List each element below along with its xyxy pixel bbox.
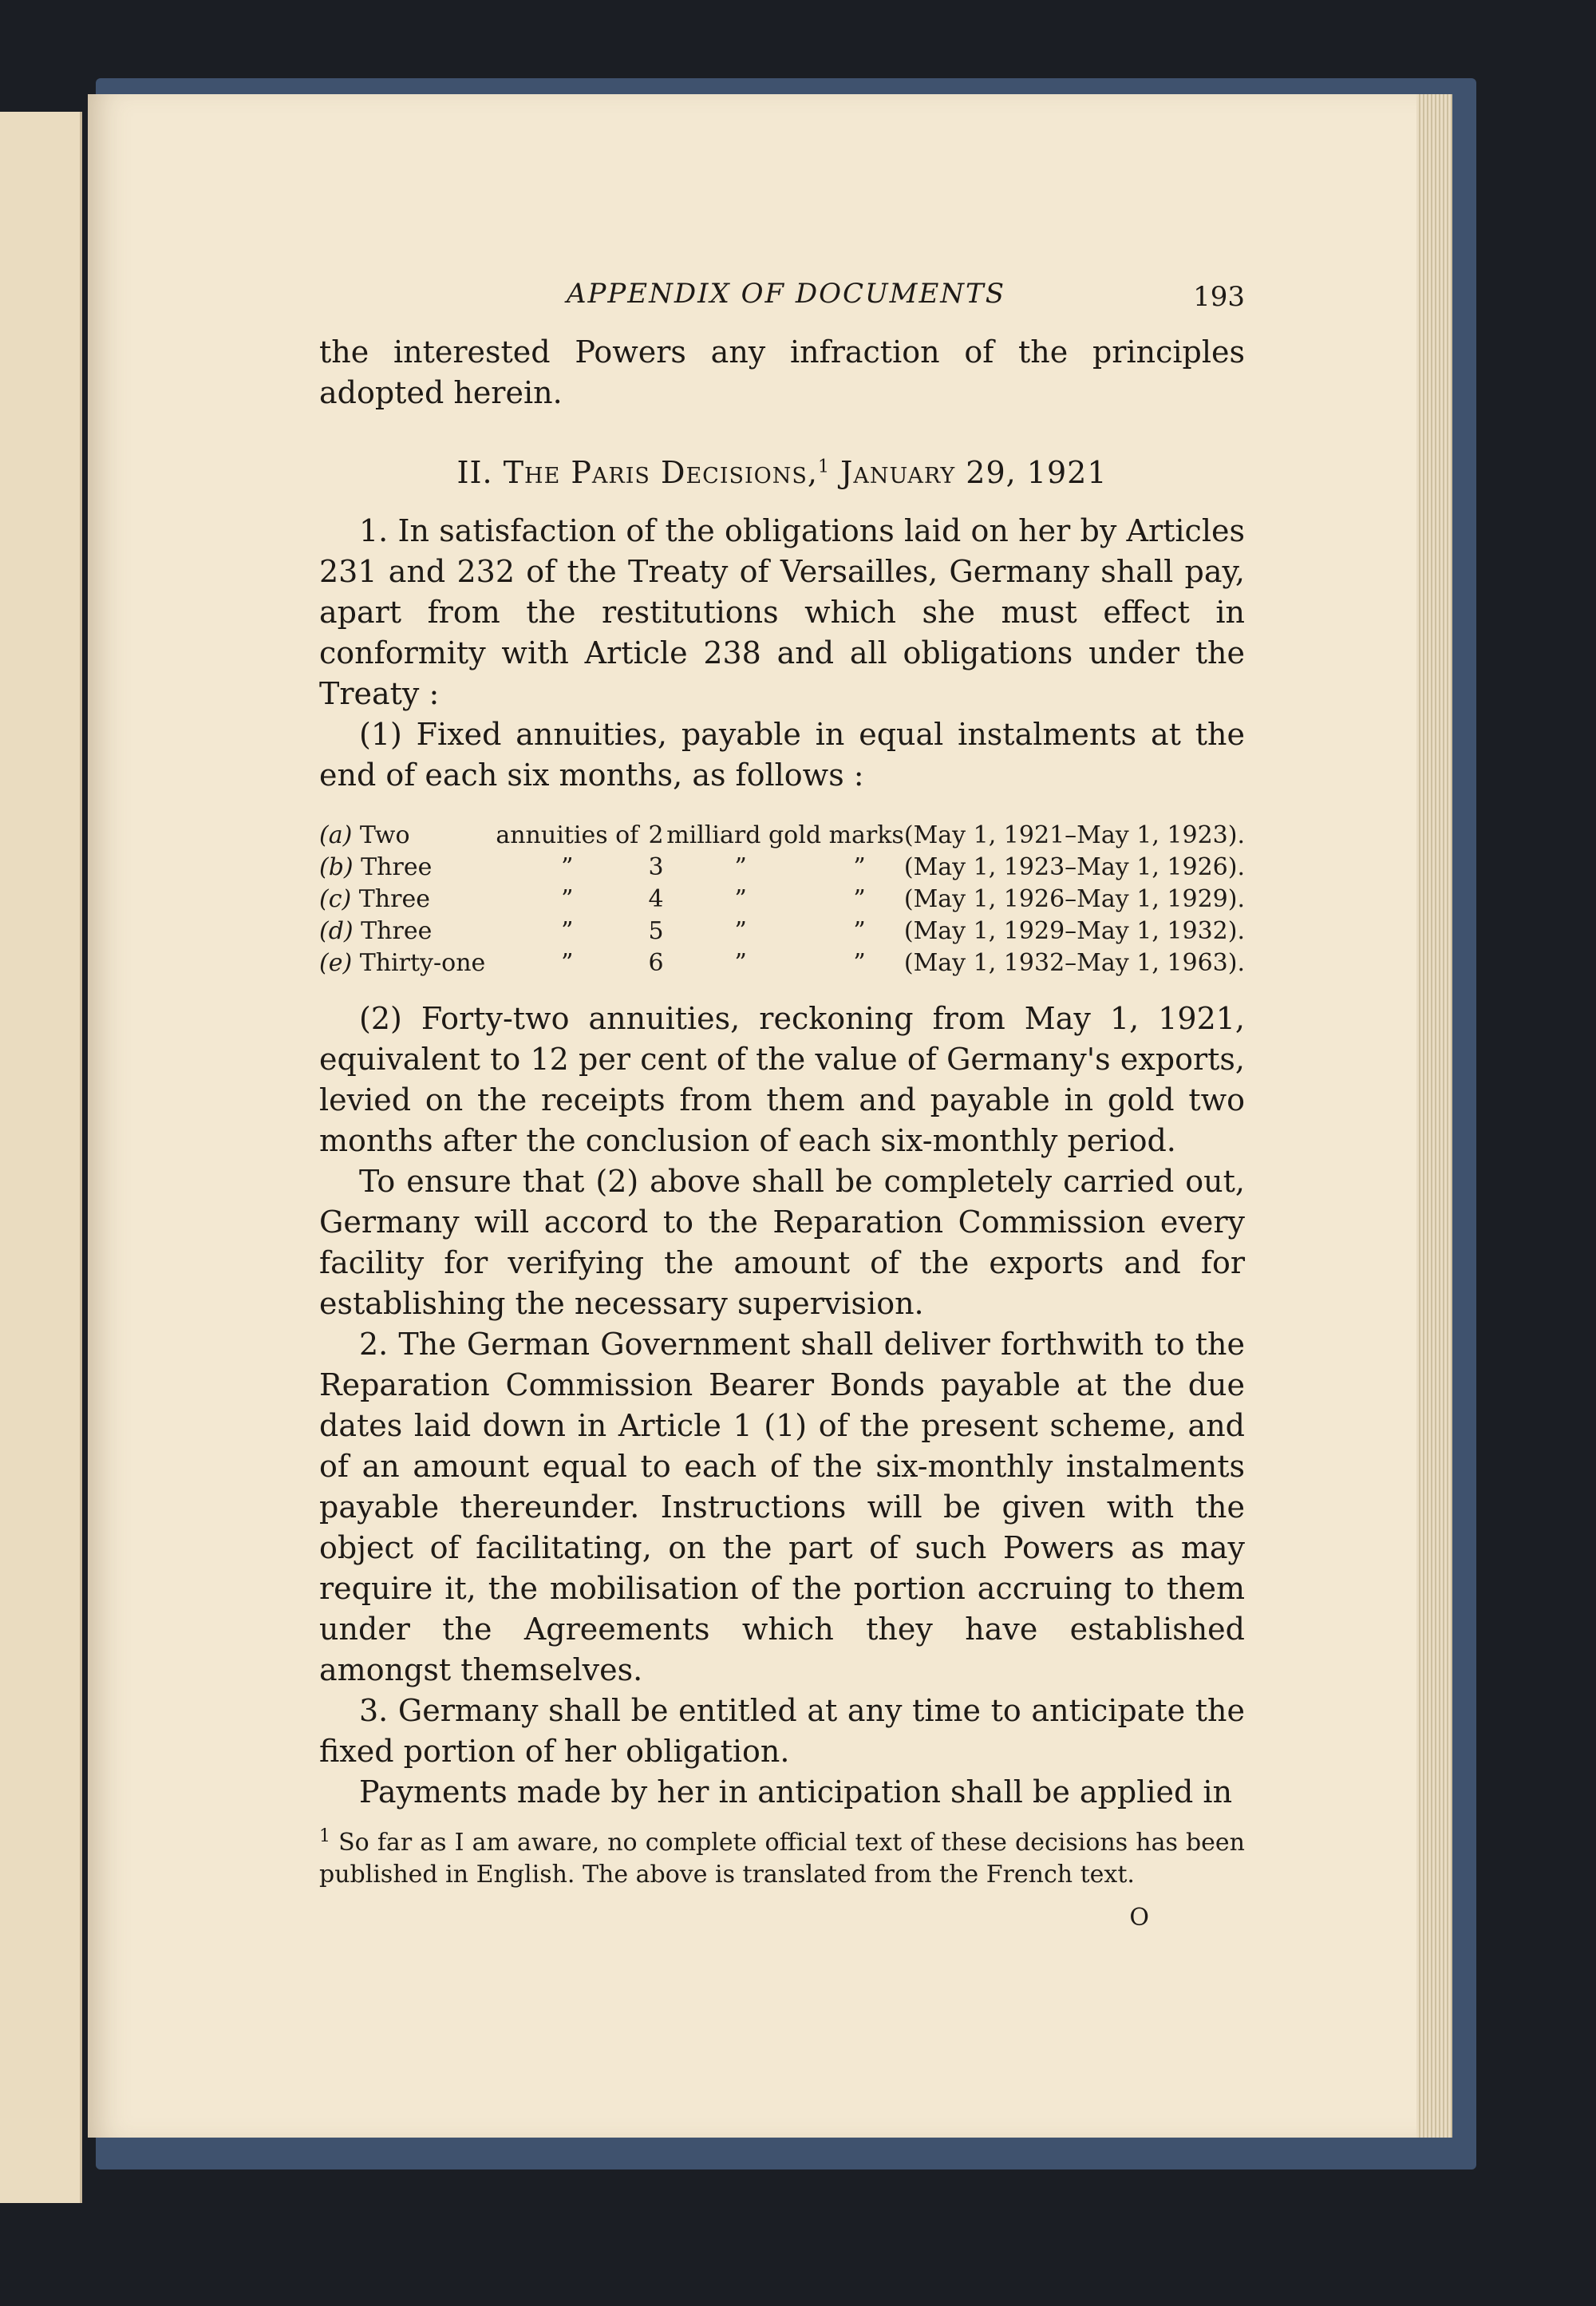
annuity-row — [319, 820, 1245, 852]
continuation-paragraph: the interested Powers any infraction of the principles adopted herein. — [319, 334, 1245, 410]
annuity-letter: (e) — [319, 949, 353, 977]
annuity-unit-2: milliard gold marks — [666, 821, 904, 849]
footnote — [319, 1827, 1245, 1891]
section-date: January 29, 1921 — [840, 455, 1108, 490]
section-title: The Paris Decisions, — [503, 455, 819, 490]
page-content — [319, 278, 1245, 1932]
annuity-amount: 4 — [648, 885, 664, 913]
footnote-marker: 1 — [319, 1826, 330, 1846]
annuity-unit: ” — [561, 885, 574, 913]
annuity-period: (May 1, 1932–May 1, 1963). — [903, 949, 1245, 977]
annuity-period: (May 1, 1926–May 1, 1929). — [903, 885, 1245, 913]
footnote-text: So far as I am aware, no complete official text of these decisions has been published in English. The above is translated from the French text. — [319, 1829, 1245, 1889]
fixed-annuities-paragraph: (1) Fixed annuities, payable in equal instalments at the end of each six months, as follows : — [319, 717, 1245, 793]
annuity-unit: ” — [561, 917, 574, 945]
section-numeral: II. — [456, 455, 493, 490]
annuity-unit: ” — [561, 949, 574, 977]
article-3-paragraph: 3. Germany shall be entitled at any time to anticipate the fixed portion of her obligation. — [319, 1693, 1245, 1769]
annuity-count: Three — [361, 853, 433, 881]
annuity-unit-2: ” — [734, 949, 747, 977]
anticipation-paragraph: Payments made by her in anticipation shall be applied in — [359, 1774, 1233, 1810]
annuity-ditto: ” — [853, 917, 866, 945]
annuity-period: (May 1, 1921–May 1, 1923). — [903, 821, 1245, 849]
annuity-amount: 3 — [648, 853, 664, 881]
annuity-ditto: ” — [853, 853, 866, 881]
signature-mark: O — [1129, 1904, 1149, 1932]
annuity-ditto: ” — [853, 949, 866, 977]
footnote-reference: 1 — [818, 457, 831, 477]
annuity-letter-count — [319, 916, 489, 947]
annuity-amount: 2 — [648, 821, 664, 849]
annuity-count: Thirty-one — [359, 949, 486, 977]
article-2-paragraph: 2. The German Government shall deliver forthwith to the Reparation Commission Bearer Bonds payable at the due dates laid down in Article 1 (1) of the present scheme, and of an amount equal to each of the six-monthly instalments payable thereunder. Instructions will be given with the object of facilitating, on the part of such Powers as may require it, the mobilisation of the portion accruing to them under the Agreements which they have established amongst themselves. — [319, 1327, 1245, 1687]
annuity-letter: (a) — [319, 821, 353, 849]
annuity-unit: annuities of — [496, 821, 639, 849]
variable-annuities-paragraph: (2) Forty-two annuities, reckoning from May 1, 1921, equivalent to 12 per cent of the value of Germany's exports, levied on the receipts from them and payable in gold two months after the conclusion of each six-monthly period. — [319, 1001, 1245, 1158]
annuities-schedule — [319, 820, 1245, 979]
running-title: APPENDIX OF DOCUMENTS — [567, 278, 1006, 310]
annuity-period: (May 1, 1923–May 1, 1926). — [903, 853, 1245, 881]
annuity-period: (May 1, 1929–May 1, 1932). — [903, 917, 1245, 945]
page-number: 193 — [1193, 281, 1245, 313]
supervision-paragraph: To ensure that (2) above shall be completely carried out, Germany will accord to the Reparation Commission every facility for verifying the amount of the exports and for establishing the necessary supervision. — [319, 1164, 1245, 1321]
annuity-unit: ” — [561, 853, 574, 881]
annuity-row — [319, 884, 1245, 916]
annuity-count: Two — [359, 821, 410, 849]
annuity-letter-count — [319, 884, 489, 916]
annuity-letter: (b) — [319, 853, 354, 881]
annuity-amount: 5 — [648, 917, 664, 945]
annuity-row — [319, 852, 1245, 884]
annuity-letter: (d) — [319, 917, 354, 945]
annuity-letter-count — [319, 852, 489, 884]
annuity-unit-2: ” — [734, 917, 747, 945]
annuity-unit-2: ” — [734, 885, 747, 913]
annuity-letter: (c) — [319, 885, 352, 913]
annuity-row — [319, 947, 1245, 979]
annuity-row — [319, 916, 1245, 947]
book-page — [88, 94, 1416, 2138]
annuity-ditto: ” — [853, 885, 866, 913]
annuity-letter-count — [319, 820, 489, 852]
annuity-letter-count — [319, 947, 489, 979]
annuity-amount: 6 — [648, 949, 664, 977]
annuity-unit-2: ” — [734, 853, 747, 881]
section-heading — [319, 455, 1245, 490]
annuity-count: Three — [358, 885, 430, 913]
article-1-paragraph: 1. In satisfaction of the obligations laid on her by Articles 231 and 232 of the Treaty of Versailles, Germany shall pay, apart from the restitutions which she must effect in conformity with Article 238 and all obligations under the Treaty : — [319, 513, 1245, 711]
running-head — [319, 278, 1245, 326]
facing-page-edge — [0, 112, 82, 2203]
annuity-count: Three — [361, 917, 433, 945]
